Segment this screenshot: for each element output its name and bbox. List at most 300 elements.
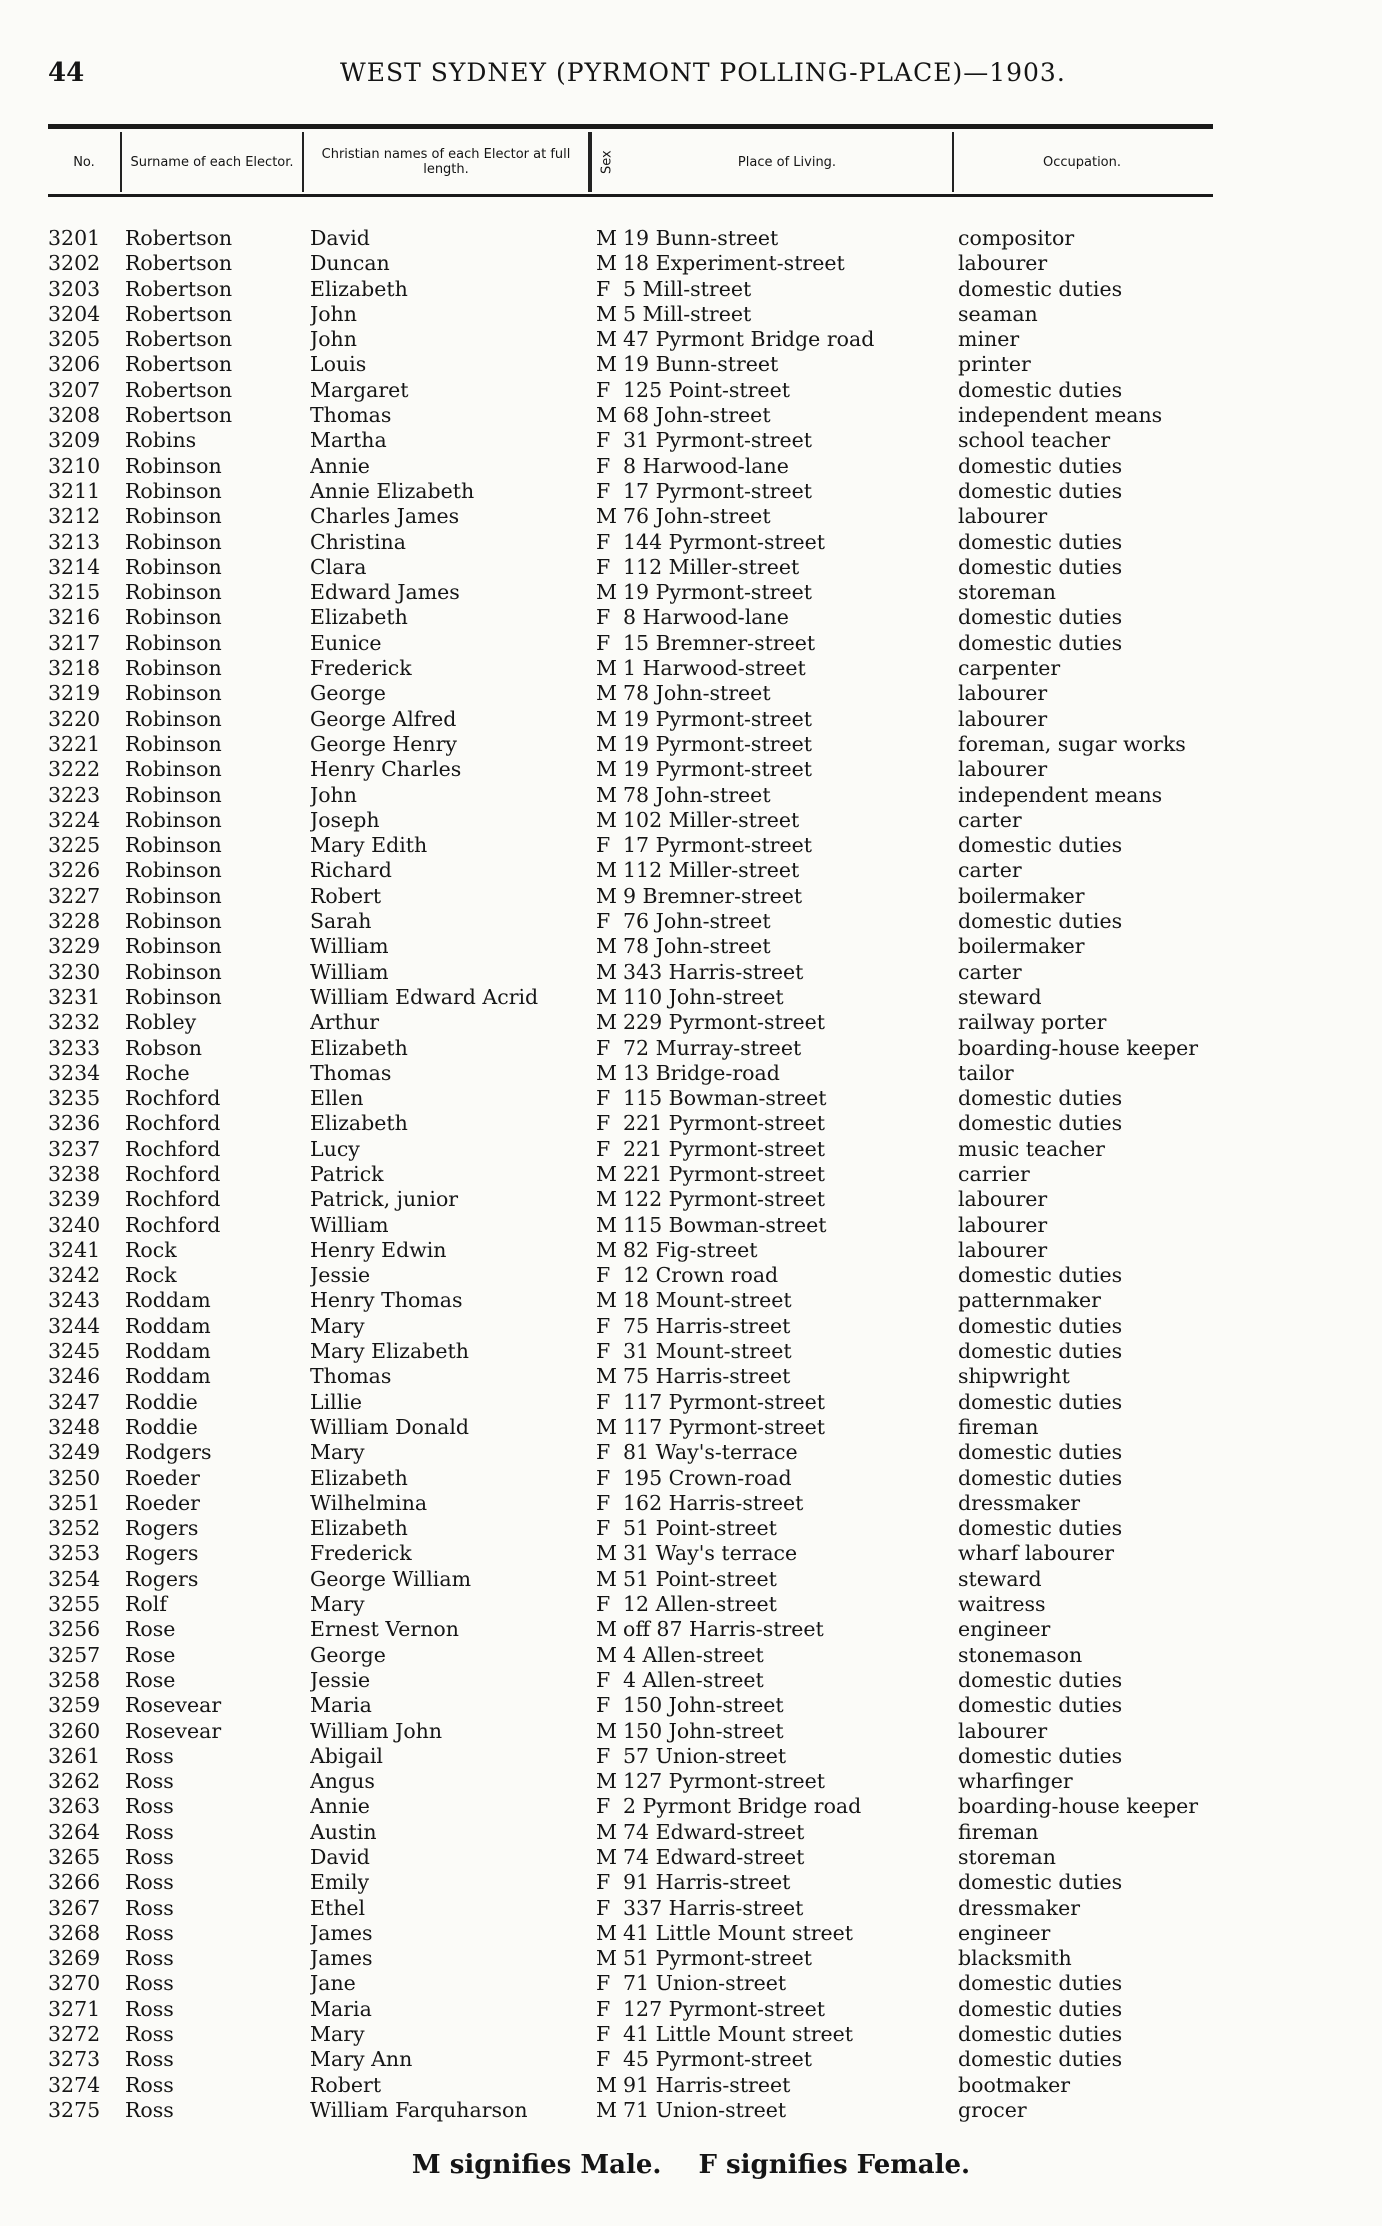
surname: Rosevear (125, 1693, 222, 1718)
place-of-living: 221 Pyrmont-street (623, 1161, 826, 1186)
christian-names: Thomas (310, 1364, 392, 1389)
elector-number: 3245 (48, 1339, 101, 1364)
table-row (0, 1617, 1382, 1642)
surname: Ross (125, 1870, 174, 1895)
elector-number: 3238 (48, 1161, 101, 1186)
table-row (0, 732, 1382, 757)
elector-number: 3253 (48, 1541, 101, 1566)
place-of-living: 75 Harris-street (623, 1313, 791, 1338)
occupation: domestic duties (958, 1389, 1123, 1414)
table-row (0, 2047, 1382, 2072)
table-row (0, 1794, 1382, 1819)
christian-names: Ellen (310, 1086, 364, 1111)
sex: F (596, 1592, 611, 1617)
elector-number: 3219 (48, 681, 101, 706)
table-row (0, 1896, 1382, 1921)
place-of-living: 337 Harris-street (623, 1895, 804, 1920)
elector-number: 3258 (48, 1667, 101, 1692)
sex: M (596, 504, 617, 529)
christian-names: Martha (310, 428, 387, 453)
table-row (0, 1541, 1382, 1566)
elector-number: 3242 (48, 1263, 101, 1288)
surname: Rose (125, 1642, 176, 1667)
christian-names: Emily (310, 1870, 370, 1895)
table-row (0, 1339, 1382, 1364)
sex: F (596, 1339, 611, 1364)
occupation: domestic duties (958, 1465, 1123, 1490)
occupation: tailor (958, 1060, 1014, 1085)
christian-names: Frederick (310, 656, 412, 681)
place-of-living: 150 John-street (623, 1718, 784, 1743)
sex: M (596, 934, 617, 959)
surname: Ross (125, 1819, 174, 1844)
christian-names: Elizabeth (310, 1111, 408, 1136)
place-of-living: 8 Harwood-lane (623, 453, 789, 478)
table-row (0, 1415, 1382, 1440)
occupation: domestic duties (958, 453, 1123, 478)
surname: Roche (125, 1060, 190, 1085)
place-of-living: 19 Bunn-street (623, 226, 779, 250)
table-row (0, 985, 1382, 1010)
elector-number: 3227 (48, 883, 101, 908)
surname: Roddie (125, 1389, 198, 1414)
christian-names: Elizabeth (310, 1516, 408, 1541)
surname: Rochford (125, 1111, 221, 1136)
surname: Robinson (125, 807, 222, 832)
surname: Ross (125, 1743, 174, 1768)
elector-number: 3249 (48, 1440, 101, 1465)
christian-names: William John (310, 1718, 443, 1743)
table-row (0, 1870, 1382, 1895)
table-row (0, 352, 1382, 377)
christian-names: Wilhelmina (310, 1490, 428, 1515)
surname: Robinson (125, 883, 222, 908)
sex: M (596, 959, 617, 984)
elector-number: 3266 (48, 1870, 101, 1895)
sex: M (596, 1060, 617, 1085)
elector-number: 3213 (48, 529, 101, 554)
table-row (0, 555, 1382, 580)
christian-names: George Henry (310, 731, 458, 756)
christian-names: Thomas (310, 403, 392, 428)
christian-names: Elizabeth (310, 605, 408, 630)
legend-male: M signifies Male. (411, 2150, 662, 2180)
table-row (0, 403, 1382, 428)
place-of-living: 68 John-street (623, 403, 771, 428)
occupation: dressmaker (958, 1895, 1081, 1920)
surname: Ross (125, 1794, 174, 1819)
place-of-living: 195 Crown-road (623, 1465, 792, 1490)
christian-names: William (310, 1212, 389, 1237)
surname: Robinson (125, 554, 222, 579)
elector-number: 3201 (48, 226, 101, 250)
sex: M (596, 984, 617, 1009)
elector-number: 3229 (48, 934, 101, 959)
sex: M (596, 757, 617, 782)
table-row (0, 1567, 1382, 1592)
surname: Rochford (125, 1161, 221, 1186)
sex: M (596, 1237, 617, 1262)
table-row (0, 1440, 1382, 1465)
sex: F (596, 276, 611, 301)
christian-names: Joseph (310, 807, 380, 832)
occupation: domestic duties (958, 1111, 1123, 1136)
christian-names: Elizabeth (310, 1035, 408, 1060)
occupation: domestic duties (958, 1996, 1123, 2021)
place-of-living: 51 Pyrmont-street (623, 1946, 812, 1971)
sex: F (596, 529, 611, 554)
sex: M (596, 226, 617, 250)
occupation: foreman, sugar works (958, 731, 1186, 756)
elector-number: 3274 (48, 2072, 101, 2097)
elector-number: 3252 (48, 1516, 101, 1541)
place-of-living: 45 Pyrmont-street (623, 2047, 812, 2072)
place-of-living: 122 Pyrmont-street (623, 1187, 826, 1212)
table-row (0, 631, 1382, 656)
place-of-living: 19 Bunn-street (623, 352, 779, 377)
sex: F (596, 453, 611, 478)
elector-number: 3230 (48, 959, 101, 984)
legend-female: F signifies Female. (698, 2150, 971, 2180)
surname: Rogers (125, 1566, 199, 1591)
table-row (0, 656, 1382, 681)
elector-number: 3217 (48, 630, 101, 655)
occupation: carter (958, 807, 1022, 832)
table-row (0, 1491, 1382, 1516)
elector-number: 3214 (48, 554, 101, 579)
sex: M (596, 1642, 617, 1667)
sex: M (596, 251, 617, 276)
surname: Robinson (125, 656, 222, 681)
elector-number: 3251 (48, 1490, 101, 1515)
table-row (0, 2098, 1382, 2123)
place-of-living: 115 Bowman-street (623, 1212, 827, 1237)
place-of-living: 31 Pyrmont-street (623, 428, 812, 453)
sex: F (596, 1794, 611, 1819)
occupation: domestic duties (958, 1743, 1123, 1768)
christian-names: Mary (310, 1440, 365, 1465)
elector-number: 3271 (48, 1996, 101, 2021)
christian-names: James (310, 1920, 373, 1945)
place-of-living: 1 Harwood-street (623, 656, 806, 681)
elector-number: 3231 (48, 984, 101, 1009)
table-row (0, 707, 1382, 732)
surname: Robertson (125, 226, 233, 250)
place-of-living: 74 Edward-street (623, 1845, 805, 1869)
sex: M (596, 1769, 617, 1794)
place-of-living: 31 Way's terrace (623, 1541, 798, 1566)
place-of-living: 47 Pyrmont Bridge road (623, 327, 875, 352)
sex: F (596, 1870, 611, 1895)
table-row (0, 681, 1382, 706)
surname: Robertson (125, 301, 233, 326)
occupation: labourer (958, 706, 1048, 731)
occupation: engineer (958, 1920, 1051, 1945)
sex: F (596, 1996, 611, 2021)
sex: F (596, 1389, 611, 1414)
christian-names: Henry Edwin (310, 1237, 447, 1262)
surname: Rochford (125, 1086, 221, 1111)
surname: Ross (125, 1895, 174, 1920)
table-row (0, 2022, 1382, 2047)
christian-names: Mary (310, 1592, 365, 1617)
place-of-living: 221 Pyrmont-street (623, 1136, 826, 1161)
occupation: fireman (958, 1414, 1039, 1439)
elector-number: 3254 (48, 1566, 101, 1591)
sex: M (596, 352, 617, 377)
elector-number: 3237 (48, 1136, 101, 1161)
occupation: music teacher (958, 1136, 1105, 1161)
sex: M (596, 681, 617, 706)
surname: Roddam (125, 1364, 211, 1389)
table-row (0, 1086, 1382, 1111)
christian-names: Jane (310, 1971, 356, 1996)
elector-number: 3255 (48, 1592, 101, 1617)
occupation: labourer (958, 1718, 1048, 1743)
place-of-living: 4 Allen-street (623, 1667, 764, 1692)
footer-legend (0, 2150, 1382, 2180)
surname: Robertson (125, 251, 233, 276)
col-header-occupation: Occupation. (1042, 154, 1122, 170)
elector-number: 3275 (48, 2097, 101, 2122)
occupation: boilermaker (958, 934, 1085, 959)
occupation: patternmaker (958, 1288, 1101, 1313)
surname: Rogers (125, 1516, 199, 1541)
place-of-living: 144 Pyrmont-street (623, 529, 826, 554)
place-of-living: 51 Point-street (623, 1566, 777, 1591)
christian-names: Clara (310, 554, 367, 579)
surname: Ross (125, 1769, 174, 1794)
place-of-living: 127 Pyrmont-street (623, 1769, 826, 1794)
page-number: 44 (48, 58, 85, 88)
occupation: labourer (958, 251, 1048, 276)
christian-names: Sarah (310, 909, 372, 934)
christian-names: Maria (310, 1693, 372, 1718)
surname: Robinson (125, 706, 222, 731)
sex: M (596, 1010, 617, 1035)
table-row (0, 1744, 1382, 1769)
surname: Rosevear (125, 1718, 222, 1743)
christian-names: Angus (310, 1769, 375, 1794)
christian-names: William Farquharson (310, 2097, 528, 2122)
surname: Robinson (125, 504, 222, 529)
occupation: independent means (958, 782, 1163, 807)
christian-names: Robert (310, 2072, 382, 2097)
christian-names: William Edward Acrid (310, 984, 539, 1009)
table-row (0, 1921, 1382, 1946)
christian-names: Henry Thomas (310, 1288, 463, 1313)
place-of-living: 5 Mill-street (623, 301, 752, 326)
sex: F (596, 1667, 611, 1692)
place-of-living: 17 Pyrmont-street (623, 478, 812, 503)
christian-names: Arthur (310, 1010, 380, 1035)
surname: Roeder (125, 1465, 200, 1490)
occupation: domestic duties (958, 833, 1123, 858)
occupation: domestic duties (958, 1440, 1123, 1465)
place-of-living: 71 Union-street (623, 2097, 787, 2122)
elector-number: 3240 (48, 1212, 101, 1237)
occupation: domestic duties (958, 529, 1123, 554)
surname: Robinson (125, 630, 222, 655)
christian-names: George William (310, 1566, 472, 1591)
place-of-living: 17 Pyrmont-street (623, 833, 812, 858)
header-rule (48, 194, 1213, 197)
christian-names: Christina (310, 529, 406, 554)
occupation: printer (958, 352, 1031, 377)
table-row (0, 428, 1382, 453)
surname: Rochford (125, 1136, 221, 1161)
table-row (0, 1693, 1382, 1718)
place-of-living: 12 Crown road (623, 1263, 779, 1288)
sex: M (596, 1414, 617, 1439)
surname: Robinson (125, 529, 222, 554)
place-of-living: off 87 Harris-street (623, 1617, 824, 1642)
surname: Rochford (125, 1187, 221, 1212)
table-row (0, 1061, 1382, 1086)
christian-names: Thomas (310, 1060, 392, 1085)
table-row (0, 226, 1382, 251)
christian-names: Annie (310, 453, 370, 478)
occupation: dressmaker (958, 1490, 1081, 1515)
sex: F (596, 630, 611, 655)
elector-number: 3244 (48, 1313, 101, 1338)
table-row (0, 530, 1382, 555)
christian-names: Charles James (310, 504, 460, 529)
sex: M (596, 656, 617, 681)
place-of-living: 15 Bremner-street (623, 630, 816, 655)
table-row (0, 783, 1382, 808)
occupation: carrier (958, 1161, 1030, 1186)
surname: Rock (125, 1263, 177, 1288)
occupation: carter (958, 959, 1022, 984)
sex: F (596, 1111, 611, 1136)
surname: Ross (125, 2097, 174, 2122)
sex: M (596, 1161, 617, 1186)
table-row (0, 1719, 1382, 1744)
christian-names: Elizabeth (310, 276, 408, 301)
christian-names: Patrick (310, 1161, 384, 1186)
table-row (0, 1643, 1382, 1668)
sex: F (596, 1313, 611, 1338)
occupation: domestic duties (958, 1693, 1123, 1718)
elector-number: 3234 (48, 1060, 101, 1085)
elector-number: 3232 (48, 1010, 101, 1035)
sex: F (596, 1086, 611, 1111)
occupation: storeman (958, 580, 1056, 605)
sex: M (596, 1920, 617, 1945)
christian-names: David (310, 1845, 370, 1869)
place-of-living: 76 John-street (623, 504, 771, 529)
surname: Rose (125, 1667, 176, 1692)
top-rule (48, 124, 1213, 129)
christian-names: Frederick (310, 1541, 412, 1566)
place-of-living: 117 Pyrmont-street (623, 1414, 826, 1439)
table-row (0, 1111, 1382, 1136)
occupation: fireman (958, 1819, 1039, 1844)
christian-names: William Donald (310, 1414, 469, 1439)
elector-number: 3250 (48, 1465, 101, 1490)
sex: M (596, 858, 617, 883)
table-row (0, 1010, 1382, 1035)
table-row (0, 1390, 1382, 1415)
place-of-living: 78 John-street (623, 782, 771, 807)
surname: Rogers (125, 1541, 199, 1566)
christian-names: David (310, 226, 370, 250)
sex: F (596, 478, 611, 503)
sex: M (596, 403, 617, 428)
elector-number: 3204 (48, 301, 101, 326)
christian-names: Richard (310, 858, 392, 883)
occupation: domestic duties (958, 909, 1123, 934)
elector-number: 3209 (48, 428, 101, 453)
surname: Robins (125, 428, 197, 453)
occupation: grocer (958, 2097, 1027, 2122)
surname: Robinson (125, 858, 222, 883)
occupation: steward (958, 1566, 1042, 1591)
christian-names: Robert (310, 883, 382, 908)
christian-names: John (310, 327, 357, 352)
sex: F (596, 2022, 611, 2047)
surname: Rodgers (125, 1440, 212, 1465)
table-row (0, 1162, 1382, 1187)
table-row (0, 605, 1382, 630)
place-of-living: 13 Bridge-road (623, 1060, 780, 1085)
occupation: domestic duties (958, 1870, 1123, 1895)
surname: Robinson (125, 681, 222, 706)
sex: F (596, 377, 611, 402)
surname: Roddam (125, 1339, 211, 1364)
christian-names: Mary Elizabeth (310, 1339, 469, 1364)
christian-names: George (310, 1642, 386, 1667)
occupation: domestic duties (958, 1667, 1123, 1692)
surname: Ross (125, 2022, 174, 2047)
sex: F (596, 605, 611, 630)
table-row (0, 504, 1382, 529)
sex: M (596, 1946, 617, 1971)
place-of-living: 127 Pyrmont-street (623, 1996, 826, 2021)
table-row (0, 1036, 1382, 1061)
place-of-living: 110 John-street (623, 984, 784, 1009)
place-of-living: 343 Harris-street (623, 959, 804, 984)
christian-names: Ernest Vernon (310, 1617, 459, 1642)
elector-number: 3239 (48, 1187, 101, 1212)
sex: F (596, 1895, 611, 1920)
elector-number: 3212 (48, 504, 101, 529)
elector-number: 3202 (48, 251, 101, 276)
elector-number: 3257 (48, 1642, 101, 1667)
occupation: bootmaker (958, 2072, 1071, 2097)
sex: F (596, 1516, 611, 1541)
occupation: domestic duties (958, 2022, 1123, 2047)
place-of-living: 9 Bremner-street (623, 883, 803, 908)
occupation: domestic duties (958, 605, 1123, 630)
sex: M (596, 2072, 617, 2097)
surname: Roddam (125, 1288, 211, 1313)
table-row (0, 757, 1382, 782)
surname: Robertson (125, 377, 233, 402)
occupation: labourer (958, 1237, 1048, 1262)
elector-number: 3236 (48, 1111, 101, 1136)
place-of-living: 117 Pyrmont-street (623, 1389, 826, 1414)
place-of-living: 91 Harris-street (623, 1870, 791, 1895)
elector-number: 3270 (48, 1971, 101, 1996)
elector-number: 3218 (48, 656, 101, 681)
elector-number: 3273 (48, 2047, 101, 2072)
table-row (0, 833, 1382, 858)
table-row (0, 1213, 1382, 1238)
surname: Robinson (125, 909, 222, 934)
christian-names: Mary Ann (310, 2047, 413, 2072)
